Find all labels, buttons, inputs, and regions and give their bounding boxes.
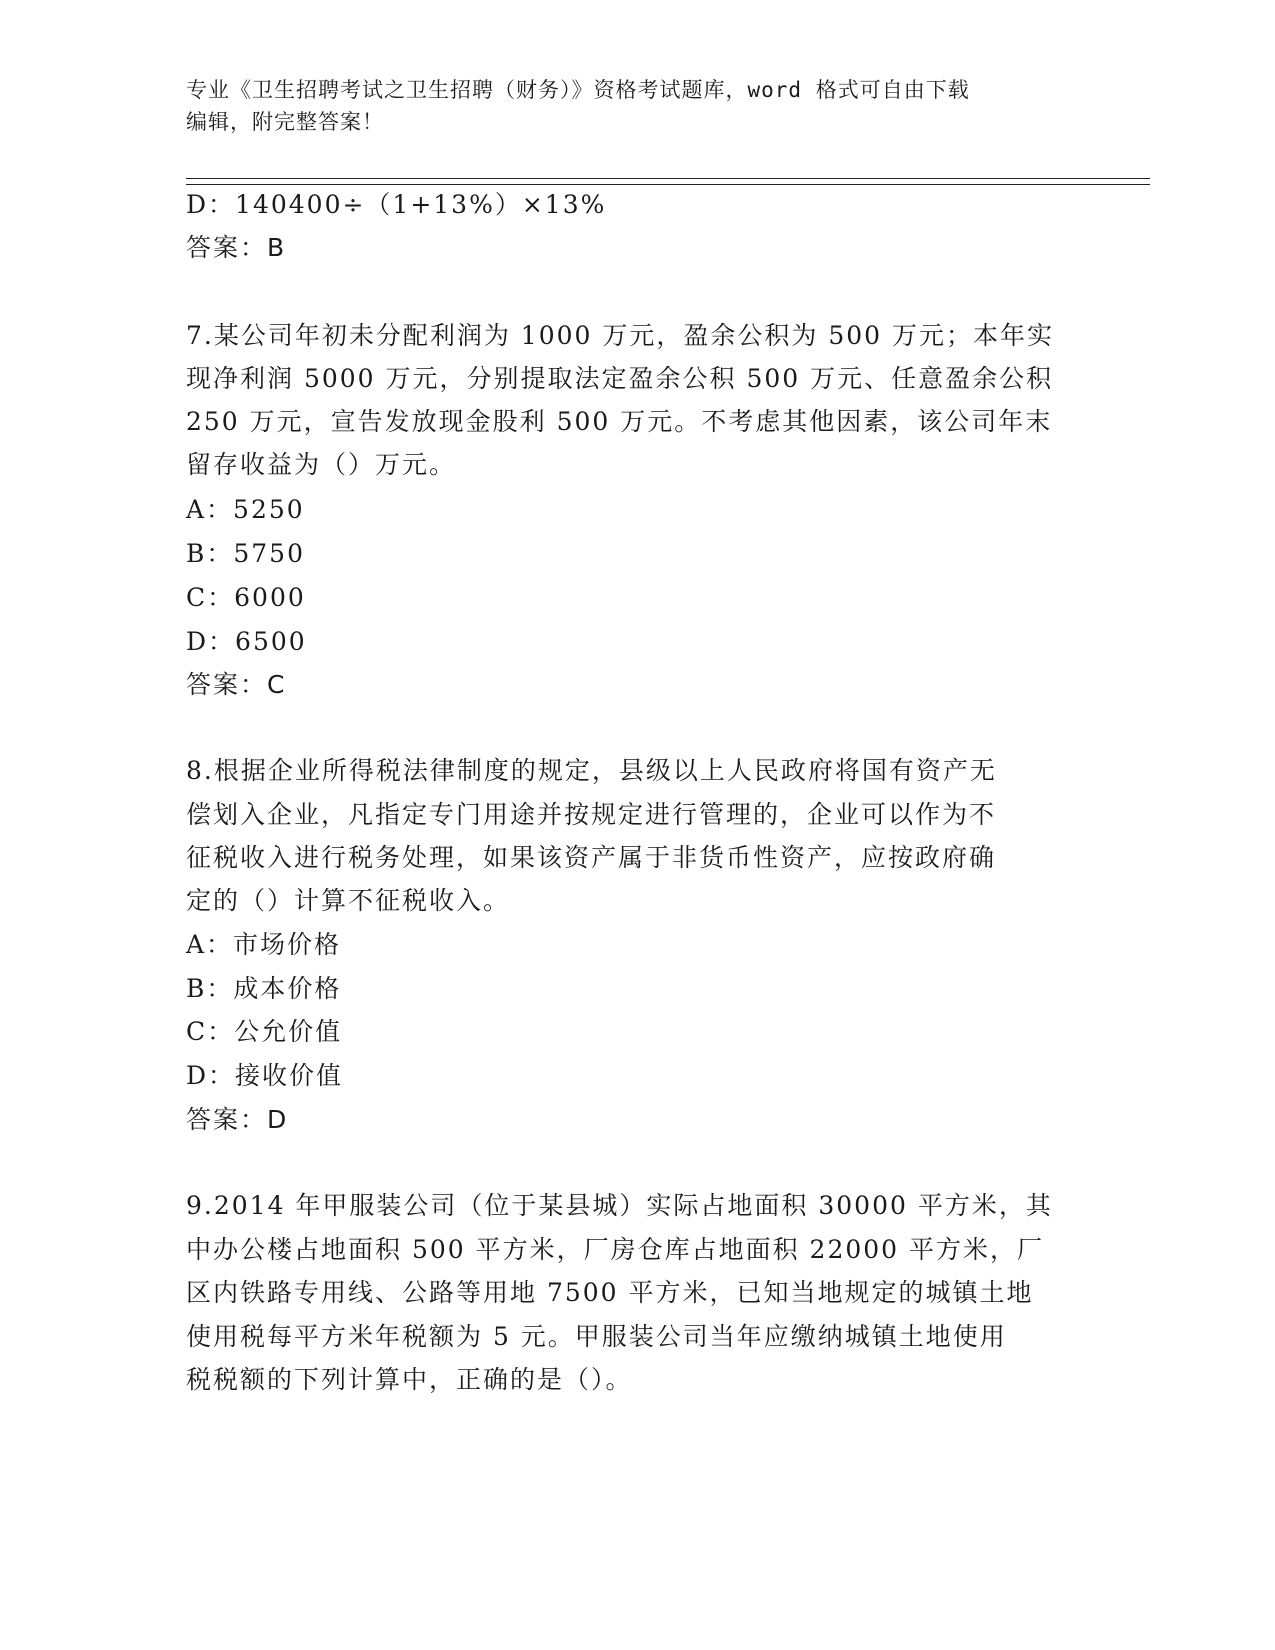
header-line-1: 专业《卫生招聘考试之卫生招聘（财务）》资格考试题库，word 格式可自由下载: [186, 78, 970, 102]
header-line-2: 编辑，附完整答案！: [186, 110, 384, 134]
q8-stem-line-1: 8.根据企业所得税法律制度的规定，县级以上人民政府将国有资产无: [186, 756, 997, 785]
q8-option-c: C：公允价值: [186, 1017, 343, 1046]
q8-stem-line-2: 偿划入企业，凡指定专门用途并按规定进行管理的，企业可以作为不: [186, 800, 997, 829]
q9-stem-line-1: 9.2014 年甲服装公司（位于某县城）实际占地面积 30000 平方米，其: [186, 1191, 1053, 1220]
q8-option-d: D：接收价值: [186, 1061, 344, 1090]
q9-stem-line-4: 使用税每平方米年税额为 5 元。甲服装公司当年应缴纳城镇土地使用: [186, 1322, 1007, 1351]
q7-answer: 答案：C: [186, 670, 287, 699]
q7-option-b: B：5750: [186, 539, 305, 568]
q9-stem-line-3: 区内铁路专用线、公路等用地 7500 平方米，已知当地规定的城镇土地: [186, 1278, 1034, 1307]
q9-stem-line-5: 税税额的下列计算中，正确的是（）。: [186, 1365, 633, 1394]
q6-answer: 答案：B: [186, 233, 287, 262]
q7-stem-line-4: 留存收益为（）万元。: [186, 450, 457, 479]
q7-stem-line-3: 250 万元，宣告发放现金股利 500 万元。不考虑其他因素，该公司年末: [186, 407, 1053, 436]
q7-stem-line-1: 7.某公司年初未分配利润为 1000 万元，盈余公积为 500 万元；本年实: [186, 321, 1054, 350]
q7-option-c: C：6000: [186, 583, 306, 612]
q8-option-b: B：成本价格: [186, 974, 342, 1003]
q8-stem-line-4: 定的（）计算不征税收入。: [186, 886, 511, 915]
q8-answer: 答案：D: [186, 1105, 289, 1134]
header-divider-top: [186, 178, 1150, 179]
q6-option-d: D：140400÷（1+13%）×13%: [186, 190, 607, 219]
q9-stem-line-2: 中办公楼占地面积 500 平方米，厂房仓库占地面积 22000 平方米，厂: [186, 1235, 1045, 1264]
q8-stem-line-3: 征税收入进行税务处理，如果该资产属于非货币性资产，应按政府确: [186, 843, 997, 872]
q7-option-d: D：6500: [186, 627, 307, 656]
q8-option-a: A：市场价格: [186, 930, 342, 959]
header-divider-bottom: [186, 184, 1150, 185]
page-header: [186, 74, 1066, 138]
q7-option-a: A：5250: [186, 495, 305, 524]
q7-stem-line-2: 现净利润 5000 万元，分别提取法定盈余公积 500 万元、任意盈余公积: [186, 364, 1054, 393]
